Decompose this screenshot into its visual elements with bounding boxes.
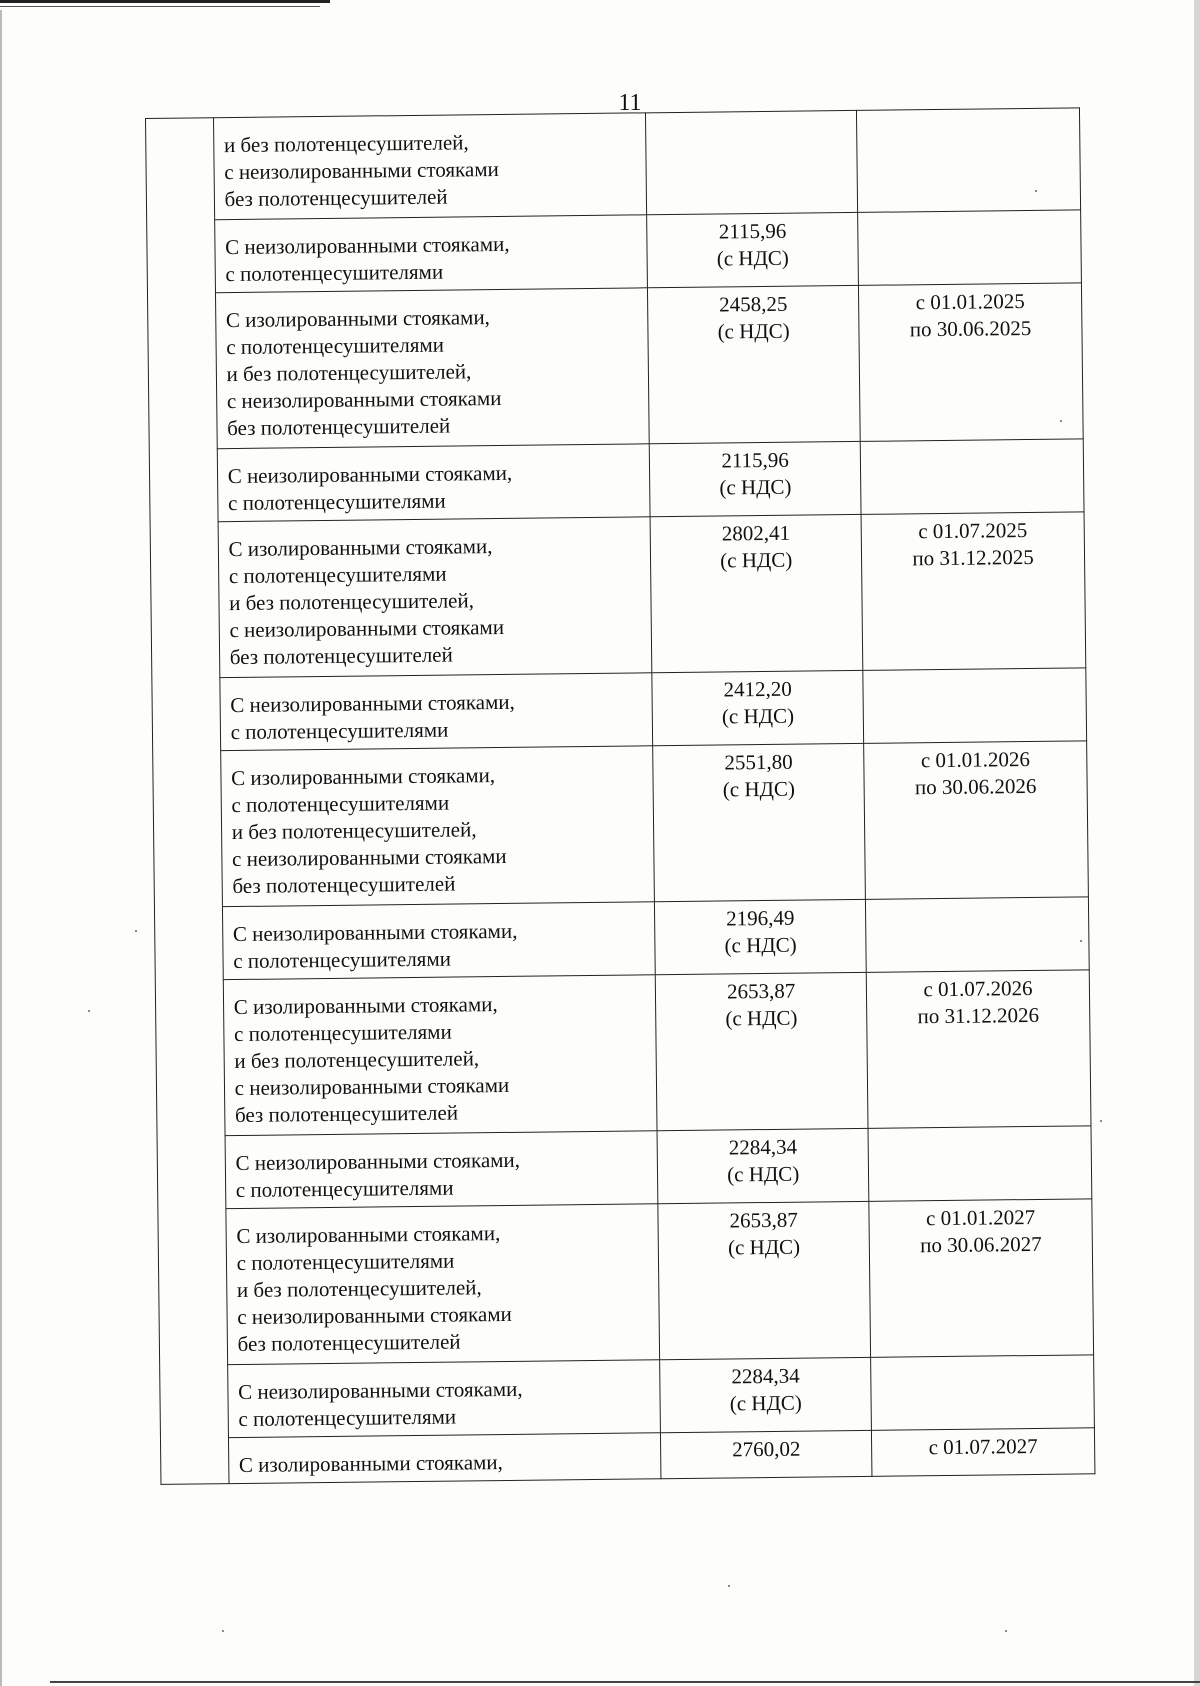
description-line: с неизолированными стояками bbox=[234, 1072, 510, 1101]
table-row bbox=[150, 512, 1086, 679]
description-line: с неизолированными стояками bbox=[229, 614, 505, 643]
price-line: (с НДС) bbox=[729, 1390, 802, 1416]
price-line: (с НДС) bbox=[719, 474, 792, 500]
description-line: С изолированными стояками, bbox=[231, 763, 496, 791]
tariff-table bbox=[145, 107, 1095, 1485]
price-line: (с НДС) bbox=[717, 318, 790, 344]
scan-speck bbox=[1060, 420, 1062, 422]
description-cell bbox=[228, 1433, 661, 1484]
description-line: и без полотенцесушителей, bbox=[231, 817, 477, 845]
description-line: с неизолированными стояками bbox=[224, 156, 499, 185]
table-row bbox=[146, 108, 1081, 221]
price-line: (с НДС) bbox=[727, 1161, 800, 1187]
description-line: и без полотенцесушителей, bbox=[234, 1046, 480, 1074]
description-line: С неизолированными стояками, bbox=[237, 1376, 523, 1405]
period-cell bbox=[866, 970, 1091, 1129]
price-cell bbox=[646, 110, 858, 214]
description-line: и без полотенцесушителей, bbox=[223, 130, 469, 158]
period-cell bbox=[863, 668, 1087, 744]
period-cell bbox=[869, 1199, 1094, 1358]
price-line: (с НДС) bbox=[727, 1234, 801, 1260]
scan-speck bbox=[728, 1585, 730, 1587]
table-row bbox=[149, 439, 1084, 523]
scan-speck bbox=[1035, 190, 1037, 192]
description-line: с полотенцесушителями bbox=[228, 561, 447, 589]
price-line: 2802,41 bbox=[721, 520, 791, 546]
price-line: (с НДС) bbox=[722, 776, 796, 802]
price-line: (с НДС) bbox=[716, 245, 789, 271]
description-line: С изолированными стояками, bbox=[225, 305, 490, 333]
description-line: С неизолированными стояками, bbox=[225, 231, 510, 260]
description-cell bbox=[213, 113, 647, 220]
description-line: с полотенцесушителями bbox=[233, 1019, 452, 1047]
period-cell bbox=[859, 283, 1084, 442]
description-line: С изолированными стояками, bbox=[228, 534, 493, 562]
scan-edge-left bbox=[0, 10, 2, 1686]
period-line: с 01.01.2026 bbox=[920, 747, 1031, 773]
table-row bbox=[160, 1355, 1095, 1439]
description-line: с полотенцесушителями bbox=[230, 717, 449, 745]
description-line: С неизолированными стояками, bbox=[232, 918, 518, 947]
table-row bbox=[157, 1126, 1092, 1210]
period-cell bbox=[860, 439, 1084, 515]
price-cell bbox=[652, 670, 864, 745]
period-line: по 30.06.2026 bbox=[914, 773, 1037, 800]
description-line: С изолированными стояками, bbox=[233, 992, 498, 1020]
price-line: (с НДС) bbox=[720, 547, 793, 573]
scan-speck bbox=[135, 930, 137, 932]
scan-speck bbox=[1005, 1630, 1007, 1632]
description-cell bbox=[218, 517, 652, 678]
table-row bbox=[153, 741, 1089, 908]
price-line: 2115,96 bbox=[721, 447, 789, 473]
scan-edge-top-thin bbox=[0, 6, 320, 7]
period-cell bbox=[864, 741, 1089, 900]
table-row bbox=[154, 897, 1089, 981]
price-line: 2551,80 bbox=[724, 749, 793, 775]
description-line: с полотенцесушителями bbox=[233, 946, 452, 974]
period-cell bbox=[871, 1355, 1095, 1431]
price-line: 2653,87 bbox=[726, 978, 796, 1004]
price-cell bbox=[660, 1357, 872, 1432]
description-line: с полотенцесушителями bbox=[236, 1248, 455, 1276]
table-row bbox=[147, 210, 1082, 294]
period-line: с 01.01.2025 bbox=[915, 289, 1025, 315]
price-cell bbox=[649, 441, 861, 516]
description-line: без полотенцесушителей bbox=[229, 642, 453, 670]
description-line: с полотенцесушителями bbox=[227, 488, 446, 516]
description-line: без полотенцесушителей bbox=[237, 1329, 461, 1357]
description-line: с полотенцесушителями bbox=[225, 259, 444, 287]
description-line: без полотенцесушителей bbox=[224, 184, 448, 212]
period-line: по 30.06.2027 bbox=[920, 1231, 1042, 1258]
price-line: 2115,96 bbox=[718, 218, 787, 244]
price-line: 2412,20 bbox=[723, 676, 792, 702]
page-number: 11 bbox=[618, 90, 642, 116]
period-cell bbox=[866, 897, 1090, 973]
description-line: С изолированными стояками, bbox=[238, 1450, 503, 1478]
description-cell bbox=[225, 1131, 658, 1209]
description-line: без полотенцесушителей bbox=[227, 413, 451, 441]
price-cell bbox=[653, 743, 866, 901]
description-line: с полотенцесушителями bbox=[235, 1175, 454, 1203]
scan-speck bbox=[222, 1630, 224, 1632]
table-row bbox=[160, 1428, 1094, 1485]
description-cell bbox=[226, 1204, 660, 1365]
period-line: с 01.07.2027 bbox=[928, 1433, 1038, 1460]
description-line: С неизолированными стояками, bbox=[230, 689, 515, 718]
price-line: 2458,25 bbox=[719, 291, 788, 317]
price-line: 2284,34 bbox=[728, 1134, 798, 1160]
price-cell bbox=[658, 1201, 871, 1359]
description-line: с неизолированными стояками bbox=[226, 385, 502, 414]
description-cell bbox=[223, 975, 657, 1136]
table-row bbox=[152, 668, 1087, 752]
description-line: и без полотенцесушителей, bbox=[226, 359, 472, 387]
price-line: 2760,02 bbox=[732, 1436, 801, 1462]
description-cell bbox=[227, 1360, 660, 1438]
description-line: и без полотенцесушителей, bbox=[229, 588, 475, 616]
description-cell bbox=[220, 746, 654, 907]
period-line: с 01.01.2027 bbox=[925, 1204, 1036, 1231]
scan-edge-top bbox=[0, 0, 330, 3]
price-cell bbox=[648, 285, 861, 443]
period-line: по 31.12.2026 bbox=[917, 1002, 1040, 1029]
description-line: с неизолированными стояками bbox=[237, 1301, 512, 1330]
description-line: с полотенцесушителями bbox=[238, 1404, 457, 1432]
price-cell bbox=[657, 1128, 869, 1203]
table-row bbox=[158, 1199, 1094, 1366]
table-row bbox=[147, 283, 1083, 450]
description-cell bbox=[214, 215, 647, 293]
scan-edge-bottom bbox=[50, 1681, 1200, 1683]
price-cell bbox=[650, 514, 863, 672]
period-cell bbox=[857, 108, 1081, 213]
scan-speck bbox=[88, 1010, 90, 1012]
description-cell bbox=[220, 673, 653, 751]
price-line: (с НДС) bbox=[721, 703, 795, 729]
scan-speck bbox=[1100, 1120, 1102, 1122]
price-line: 2196,49 bbox=[726, 905, 795, 931]
description-line: С неизолированными стояками, bbox=[235, 1147, 521, 1176]
description-cell bbox=[215, 288, 649, 449]
description-cell bbox=[222, 902, 655, 980]
period-cell bbox=[861, 512, 1086, 671]
description-line: С неизолированными стояками, bbox=[227, 460, 513, 489]
description-line: с неизолированными стояками bbox=[231, 843, 507, 872]
price-line: (с НДС) bbox=[724, 932, 797, 958]
price-line: 2653,87 bbox=[729, 1207, 798, 1233]
description-line: с полотенцесушителями bbox=[231, 790, 450, 818]
period-cell bbox=[872, 1428, 1095, 1477]
period-cell bbox=[868, 1126, 1092, 1202]
scan-edge-right bbox=[1194, 0, 1200, 1686]
price-cell bbox=[647, 212, 859, 287]
description-line: С изолированными стояками, bbox=[236, 1221, 501, 1249]
price-cell bbox=[655, 899, 867, 974]
period-line: по 31.12.2025 bbox=[912, 544, 1035, 571]
description-cell bbox=[217, 444, 650, 522]
price-cell bbox=[661, 1430, 872, 1478]
description-line: без полотенцесушителей bbox=[232, 871, 456, 899]
scan-speck bbox=[1080, 940, 1082, 942]
price-cell bbox=[655, 972, 868, 1130]
price-line: (с НДС) bbox=[725, 1005, 798, 1031]
description-line: и без полотенцесушителей, bbox=[236, 1275, 482, 1303]
period-line: с 01.07.2026 bbox=[923, 975, 1033, 1002]
description-line: без полотенцесушителей bbox=[234, 1100, 459, 1128]
price-line: 2284,34 bbox=[731, 1363, 800, 1389]
period-cell bbox=[858, 210, 1082, 286]
period-line: по 30.06.2025 bbox=[909, 315, 1032, 342]
table-row bbox=[155, 970, 1091, 1137]
period-line: с 01.07.2025 bbox=[918, 518, 1028, 544]
description-line: с полотенцесушителями bbox=[226, 332, 445, 360]
